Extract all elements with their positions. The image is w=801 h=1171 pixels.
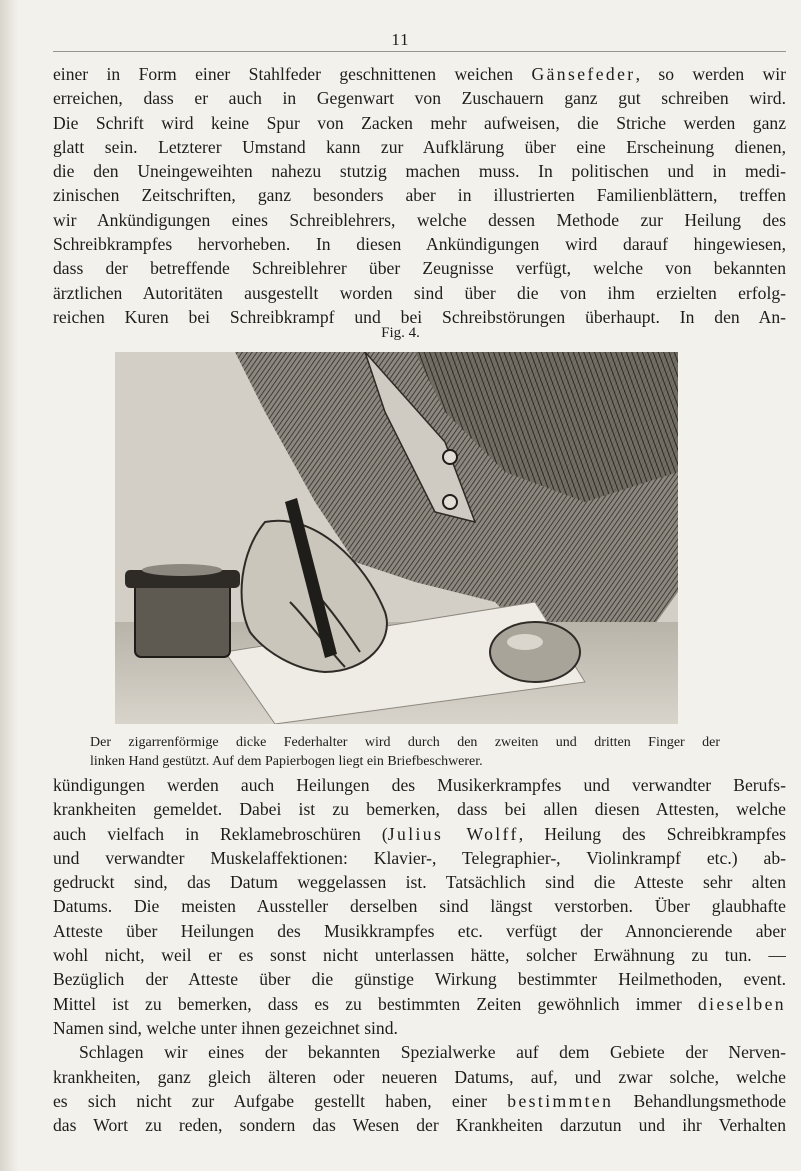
text-line: Schlagen wir eines der bekannten Spezialwerke auf dem Gebiete der Nerven- <box>79 1042 786 1063</box>
paperweight-highlight <box>507 634 543 650</box>
caption-line: linken Hand gestützt. Auf dem Papierbogen liegt ein Briefbeschwerer. <box>90 754 483 769</box>
text-line: reichen Kuren bei Schreibkrampf und bei Schreibstörungen überhaupt. In den An- <box>53 306 786 327</box>
text-line: Atteste über Heilungen des Musikkrampfes etc. verfügt der Annoncierende aber <box>53 920 786 941</box>
text-line: Namen sind, welche unter ihnen gezeichnet sind. <box>53 1017 398 1038</box>
emphasized-word: dieselben <box>697 993 786 1014</box>
text-line: und verwandter Muskelaffektionen: Klavier-, Telegraphier-, Violinkrampf etc.) ab- <box>53 847 786 868</box>
bottom-paragraph <box>53 773 786 1137</box>
inkwell-rim <box>142 564 222 576</box>
text-line: ärztlichen Autoritäten ausgestellt worden sind über die von ihm erzielten erfolg- <box>53 282 786 303</box>
emphasized-word: bestimmten <box>507 1090 614 1111</box>
figure-label: Fig. 4. <box>381 325 420 341</box>
text-line: krankheiten, ganz gleich älteren oder neueren Datums, auf, und zwar solche, welche <box>53 1066 786 1087</box>
text-line: krankheiten gemeldet. Dabei ist zu bemerken, dass bei allen diesen Attesten, welche <box>53 799 786 820</box>
page-number: 11 <box>391 30 410 49</box>
text-line: Bezüglich der Atteste über die günstige Wirkung bestimmter Heilmethoden, event. <box>53 969 786 990</box>
text-line: auch vielfach in Reklamebroschüren (Julius Wolff, Heilung des Schreibkrampfes <box>53 823 786 844</box>
paperweight <box>490 622 580 682</box>
jacket-button <box>443 450 457 464</box>
text-line: zinischen Zeitschriften, ganz besonders aber in illustrierten Familienblättern, treffen <box>53 185 786 206</box>
text-line: wohl nicht, weil er es sonst nicht unterlassen hätte, solcher Erwähnung zu tun. — <box>53 945 786 966</box>
text-line: Mittel ist zu bemerken, dass es zu bestimmten Zeiten gewöhnlich immer dieselben <box>53 993 786 1014</box>
emphasized-name: Julius Wolff <box>387 823 519 844</box>
text-line: wir Ankündigungen eines Schreiblehrers, welche dessen Methode zur Heilung des <box>53 209 786 230</box>
top-paragraph <box>53 62 786 329</box>
text-line: glatt sein. Letzterer Umstand kann zur Aufklärung über eine Erscheinung dienen, <box>53 136 786 157</box>
text-line: es sich nicht zur Aufgabe gestellt haben, einer bestimmten Behandlungsmethode <box>53 1090 786 1111</box>
jacket-button <box>443 495 457 509</box>
emphasized-word: Gänsefeder <box>531 64 636 84</box>
text-line: die den Uneingeweihten nahezu stutzig machen muss. In politischen und in medi- <box>53 161 786 182</box>
text-line: kündigungen werden auch Heilungen des Musikerkrampfes und verwandter Berufs- <box>53 775 786 795</box>
figure-illustration <box>115 352 678 724</box>
text-line: Die Schrift wird keine Spur von Zacken mehr aufweisen, die Striche werden ganz <box>53 112 786 133</box>
page-binding-shadow <box>0 0 18 1171</box>
header-rule <box>53 51 786 52</box>
text-line: erreichen, dass er auch in Gegenwart von Zuschauern ganz gut schreiben wird. <box>53 88 786 109</box>
inkwell <box>135 582 230 657</box>
text-line: Datums. Die meisten Aussteller derselben sind längst verstorben. Über glaubhafte <box>53 896 786 917</box>
text-line: einer in Form einer Stahlfeder geschnittenen weichen Gänsefeder, so werden wir <box>53 64 786 84</box>
text-line: das Wort zu reden, sondern das Wesen der Krankheiten darzutun und ihr Verhalten <box>53 1115 786 1136</box>
text-line: dass der betreffende Schreiblehrer über Zeugnisse verfügt, welche von bekannten <box>53 258 786 279</box>
text-line: gedruckt sind, das Datum weggelassen ist. Tatsächlich sind die Atteste sehr alten <box>53 872 786 893</box>
figure-caption <box>90 733 720 771</box>
caption-line: Der zigarrenförmige dicke Federhalter wird durch den zweiten und dritten Finger der <box>90 735 720 750</box>
text-line: Schreibkrampfes hervorheben. In diesen Ankündigungen wird darauf hingewiesen, <box>53 234 786 255</box>
